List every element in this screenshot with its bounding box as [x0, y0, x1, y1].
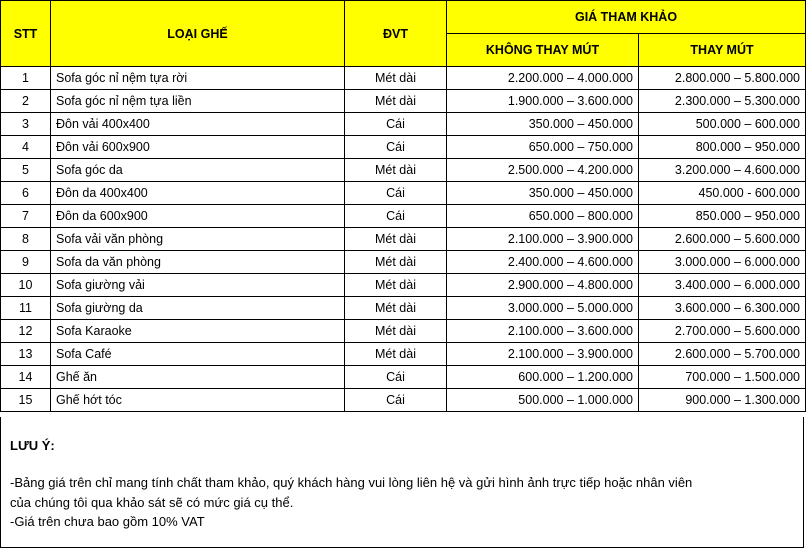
cell-price-no-foam: 2.500.000 – 4.200.000 [447, 159, 639, 182]
header-stt: STT [1, 1, 51, 67]
table-row [1, 366, 806, 389]
cell-price-no-foam: 2.100.000 – 3.900.000 [447, 343, 639, 366]
cell-price-no-foam: 350.000 – 450.000 [447, 182, 639, 205]
cell-stt: 13 [1, 343, 51, 366]
cell-chair-type: Sofa góc nỉ nệm tựa liền [51, 90, 345, 113]
cell-price-no-foam: 600.000 – 1.200.000 [447, 366, 639, 389]
cell-chair-type: Sofa da văn phòng [51, 251, 345, 274]
table-row [1, 113, 806, 136]
header-dvt: ĐVT [345, 1, 447, 67]
cell-price-foam: 3.600.000 – 6.300.000 [639, 297, 806, 320]
table-row [1, 274, 806, 297]
notes-title: LƯU Ý: [10, 438, 55, 453]
header-thay-mut: THAY MÚT [639, 34, 806, 67]
header-loai-ghe: LOẠI GHẾ [51, 1, 345, 67]
cell-chair-type: Ghế ăn [51, 366, 345, 389]
cell-stt: 8 [1, 228, 51, 251]
price-table-body [1, 67, 806, 412]
cell-stt: 9 [1, 251, 51, 274]
cell-price-foam: 500.000 – 600.000 [639, 113, 806, 136]
cell-stt: 6 [1, 182, 51, 205]
cell-price-foam: 800.000 – 950.000 [639, 136, 806, 159]
cell-unit: Cái [345, 389, 447, 412]
cell-price-foam: 2.800.000 – 5.800.000 [639, 67, 806, 90]
cell-price-no-foam: 650.000 – 800.000 [447, 205, 639, 228]
table-row [1, 67, 806, 90]
cell-price-no-foam: 2.900.000 – 4.800.000 [447, 274, 639, 297]
cell-price-no-foam: 350.000 – 450.000 [447, 113, 639, 136]
cell-price-foam: 700.000 – 1.500.000 [639, 366, 806, 389]
cell-chair-type: Sofa Café [51, 343, 345, 366]
cell-chair-type: Sofa vải văn phòng [51, 228, 345, 251]
cell-unit: Mét dài [345, 343, 447, 366]
notes-line-3: -Giá trên chưa bao gồm 10% VAT [10, 514, 205, 529]
cell-price-foam: 450.000 - 600.000 [639, 182, 806, 205]
cell-chair-type: Sofa góc nỉ nệm tựa rời [51, 67, 345, 90]
table-row [1, 320, 806, 343]
cell-stt: 12 [1, 320, 51, 343]
cell-price-foam: 2.300.000 – 5.300.000 [639, 90, 806, 113]
cell-price-foam: 850.000 – 950.000 [639, 205, 806, 228]
header-khong-thay-mut: KHÔNG THAY MÚT [447, 34, 639, 67]
cell-unit: Mét dài [345, 274, 447, 297]
table-row [1, 228, 806, 251]
table-row [1, 182, 806, 205]
notes-box [0, 417, 804, 548]
cell-price-foam: 2.600.000 – 5.700.000 [639, 343, 806, 366]
table-row [1, 251, 806, 274]
cell-unit: Mét dài [345, 67, 447, 90]
table-row [1, 205, 806, 228]
cell-chair-type: Đôn da 600x900 [51, 205, 345, 228]
cell-chair-type: Đôn da 400x400 [51, 182, 345, 205]
header-row-top [1, 1, 806, 34]
cell-unit: Mét dài [345, 251, 447, 274]
table-row [1, 159, 806, 182]
cell-unit: Cái [345, 182, 447, 205]
cell-price-no-foam: 2.200.000 – 4.000.000 [447, 67, 639, 90]
cell-stt: 4 [1, 136, 51, 159]
cell-unit: Mét dài [345, 320, 447, 343]
cell-price-no-foam: 1.900.000 – 3.600.000 [447, 90, 639, 113]
header-gia-tham-khao: GIÁ THAM KHẢO [447, 1, 806, 34]
table-row [1, 389, 806, 412]
cell-chair-type: Đôn vải 400x400 [51, 113, 345, 136]
table-row [1, 90, 806, 113]
cell-price-foam: 2.600.000 – 5.600.000 [639, 228, 806, 251]
cell-price-foam: 3.200.000 – 4.600.000 [639, 159, 806, 182]
cell-unit: Cái [345, 205, 447, 228]
cell-unit: Cái [345, 113, 447, 136]
notes-line-2: của chúng tôi qua khảo sát sẽ có mức giá cụ thể. [10, 495, 294, 510]
cell-unit: Cái [345, 366, 447, 389]
cell-price-no-foam: 3.000.000 – 5.000.000 [447, 297, 639, 320]
cell-unit: Mét dài [345, 90, 447, 113]
cell-price-no-foam: 2.100.000 – 3.600.000 [447, 320, 639, 343]
cell-chair-type: Sofa giường da [51, 297, 345, 320]
cell-unit: Cái [345, 136, 447, 159]
cell-price-foam: 2.700.000 – 5.600.000 [639, 320, 806, 343]
cell-unit: Mét dài [345, 297, 447, 320]
cell-stt: 7 [1, 205, 51, 228]
cell-chair-type: Sofa giường vải [51, 274, 345, 297]
cell-price-no-foam: 2.100.000 – 3.900.000 [447, 228, 639, 251]
cell-chair-type: Đôn vải 600x900 [51, 136, 345, 159]
cell-price-no-foam: 500.000 – 1.000.000 [447, 389, 639, 412]
cell-price-no-foam: 650.000 – 750.000 [447, 136, 639, 159]
cell-stt: 14 [1, 366, 51, 389]
notes-line-1: -Bảng giá trên chỉ mang tính chất tham khảo, quý khách hàng vui lòng liên hệ và gửi hình ảnh trực tiếp hoặc nhân viên [10, 475, 693, 490]
cell-unit: Mét dài [345, 159, 447, 182]
cell-stt: 3 [1, 113, 51, 136]
cell-stt: 11 [1, 297, 51, 320]
cell-chair-type: Sofa góc da [51, 159, 345, 182]
cell-stt: 15 [1, 389, 51, 412]
cell-price-foam: 3.400.000 – 6.000.000 [639, 274, 806, 297]
cell-chair-type: Ghế hớt tóc [51, 389, 345, 412]
cell-price-no-foam: 2.400.000 – 4.600.000 [447, 251, 639, 274]
cell-stt: 2 [1, 90, 51, 113]
table-row [1, 343, 806, 366]
cell-price-foam: 3.000.000 – 6.000.000 [639, 251, 806, 274]
cell-price-foam: 900.000 – 1.300.000 [639, 389, 806, 412]
cell-stt: 5 [1, 159, 51, 182]
cell-stt: 10 [1, 274, 51, 297]
cell-stt: 1 [1, 67, 51, 90]
cell-unit: Mét dài [345, 228, 447, 251]
cell-chair-type: Sofa Karaoke [51, 320, 345, 343]
table-row [1, 297, 806, 320]
table-row [1, 136, 806, 159]
